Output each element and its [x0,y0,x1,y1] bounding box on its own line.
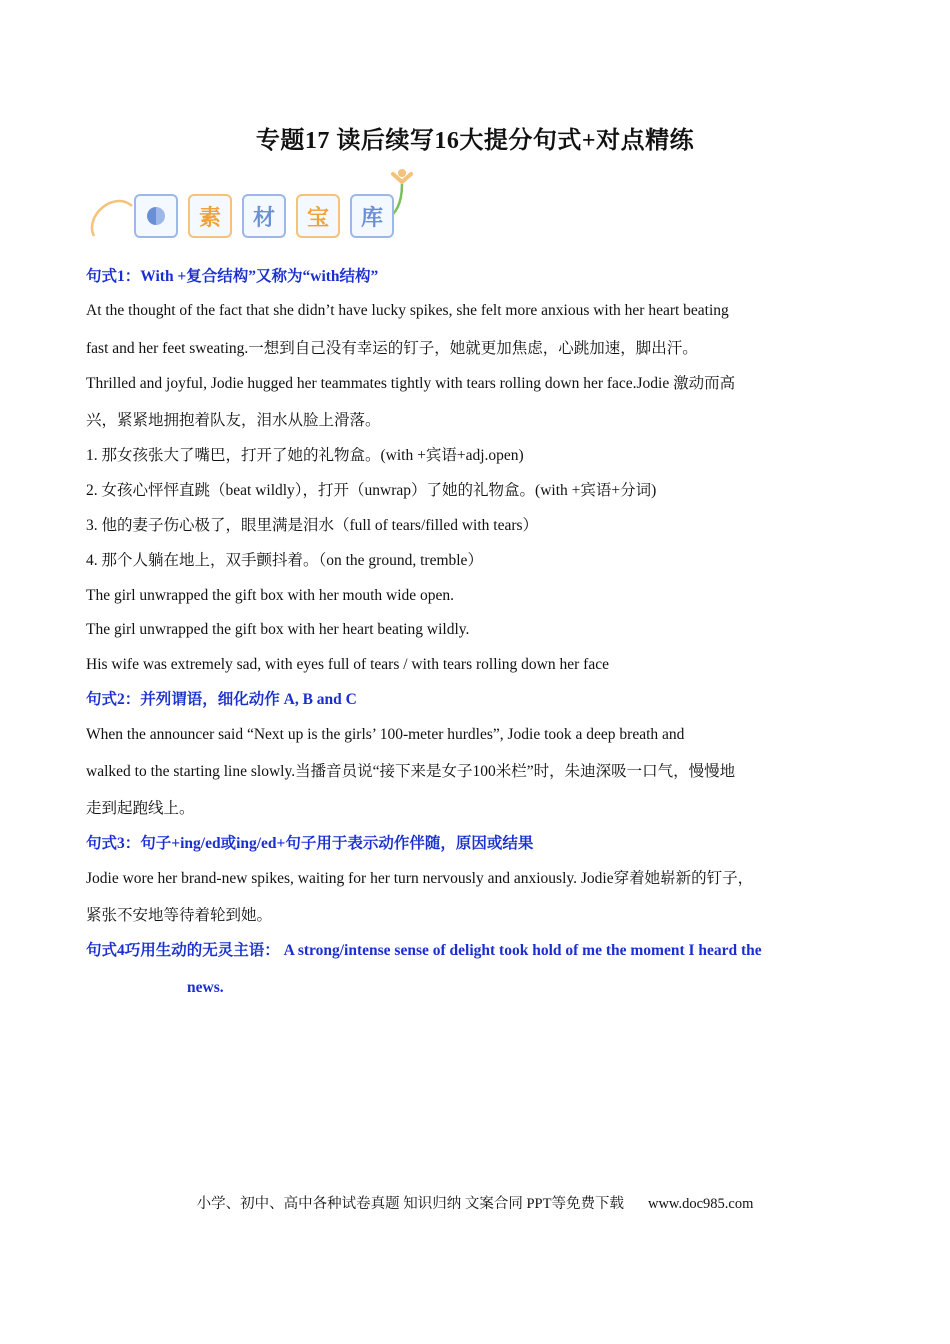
exercise-item: 1. 那女孩张大了嘴巴，打开了她的礼物盒。(with +宾语+adj.open) [86,447,524,464]
body-line: At the thought of the fact that she didn’t have lucky spikes, she felt more anxious with her heart beating [86,302,729,319]
footer [0,1192,950,1213]
ball-icon [147,207,165,225]
exercise-item: 2. 女孩心怦怦直跳（beat wildly），打开（unwrap）了她的礼物盒。(with +宾语+分词) [86,482,657,499]
banner-char: 库 [350,194,394,238]
answer-line: The girl unwrapped the gift box with her heart beating wildly. [86,621,470,638]
exercise-item: 4. 那个人躺在地上，双手颤抖着。（on the ground, tremble） [86,552,483,569]
exercise-item: 3. 他的妻子伤心极了，眼里满是泪水（full of tears/filled with tears） [86,517,539,534]
body-line: Thrilled and joyful, Jodie hugged her teammates tightly with tears rolling down her face.Jodie 激动而高 [86,375,736,392]
pattern-heading: 句式4巧用生动的无灵主语： A strong/intense sense of delight took hold of me the moment I heard the [86,942,762,959]
footer-link[interactable]: www.doc985.com [647,1196,754,1212]
banner-char: 材 [242,194,286,238]
body-line: Jodie wore her brand-new spikes, waiting for her turn nervously and anxiously. Jodie穿着她崭新的钉子， [86,870,754,887]
answer-line: His wife was extremely sad, with eyes full of tears / with tears rolling down her face [86,656,609,673]
pattern-heading: 句式2：并列谓语，细化动作 A, B and C [86,691,357,708]
page-title: 专题17 读后续写16大提分句式+对点精练 [255,128,695,154]
ball-tile [134,194,178,238]
answer-line: The girl unwrapped the gift box with her mouth wide open. [86,587,455,604]
body-line: fast and her feet sweating.一想到自己没有幸运的钉子，她就更加焦虑，心跳加速，脚出汗。 [86,340,698,357]
pattern-heading-continuation: news. [187,979,224,996]
body-line: When the announcer said “Next up is the girls’ 100-meter hurdles”, Jodie took a deep breath and [86,726,685,743]
body-line: 紧张不安地等待着轮到她。 [86,907,273,924]
banner-char: 素 [188,194,232,238]
footer-text: 小学、初中、高中各种试卷真题 知识归纳 文案合同 PPT等免费下载 [196,1196,624,1212]
material-banner [84,160,424,250]
banner-char: 宝 [296,194,340,238]
body-line: walked to the starting line slowly.当播音员说“接下来是女子100米栏”时，朱迪深吸一口气，慢慢地 [86,763,736,780]
pattern-heading: 句式1：With +复合结构”又称为“with结构” [86,268,379,285]
body-line: 兴，紧紧地拥抱着队友，泪水从脸上滑落。 [86,412,381,429]
pattern-heading: 句式3：句子+ing/ed或ing/ed+句子用于表示动作伴随，原因或结果 [86,835,534,852]
body-line: 走到起跑线上。 [86,800,195,817]
